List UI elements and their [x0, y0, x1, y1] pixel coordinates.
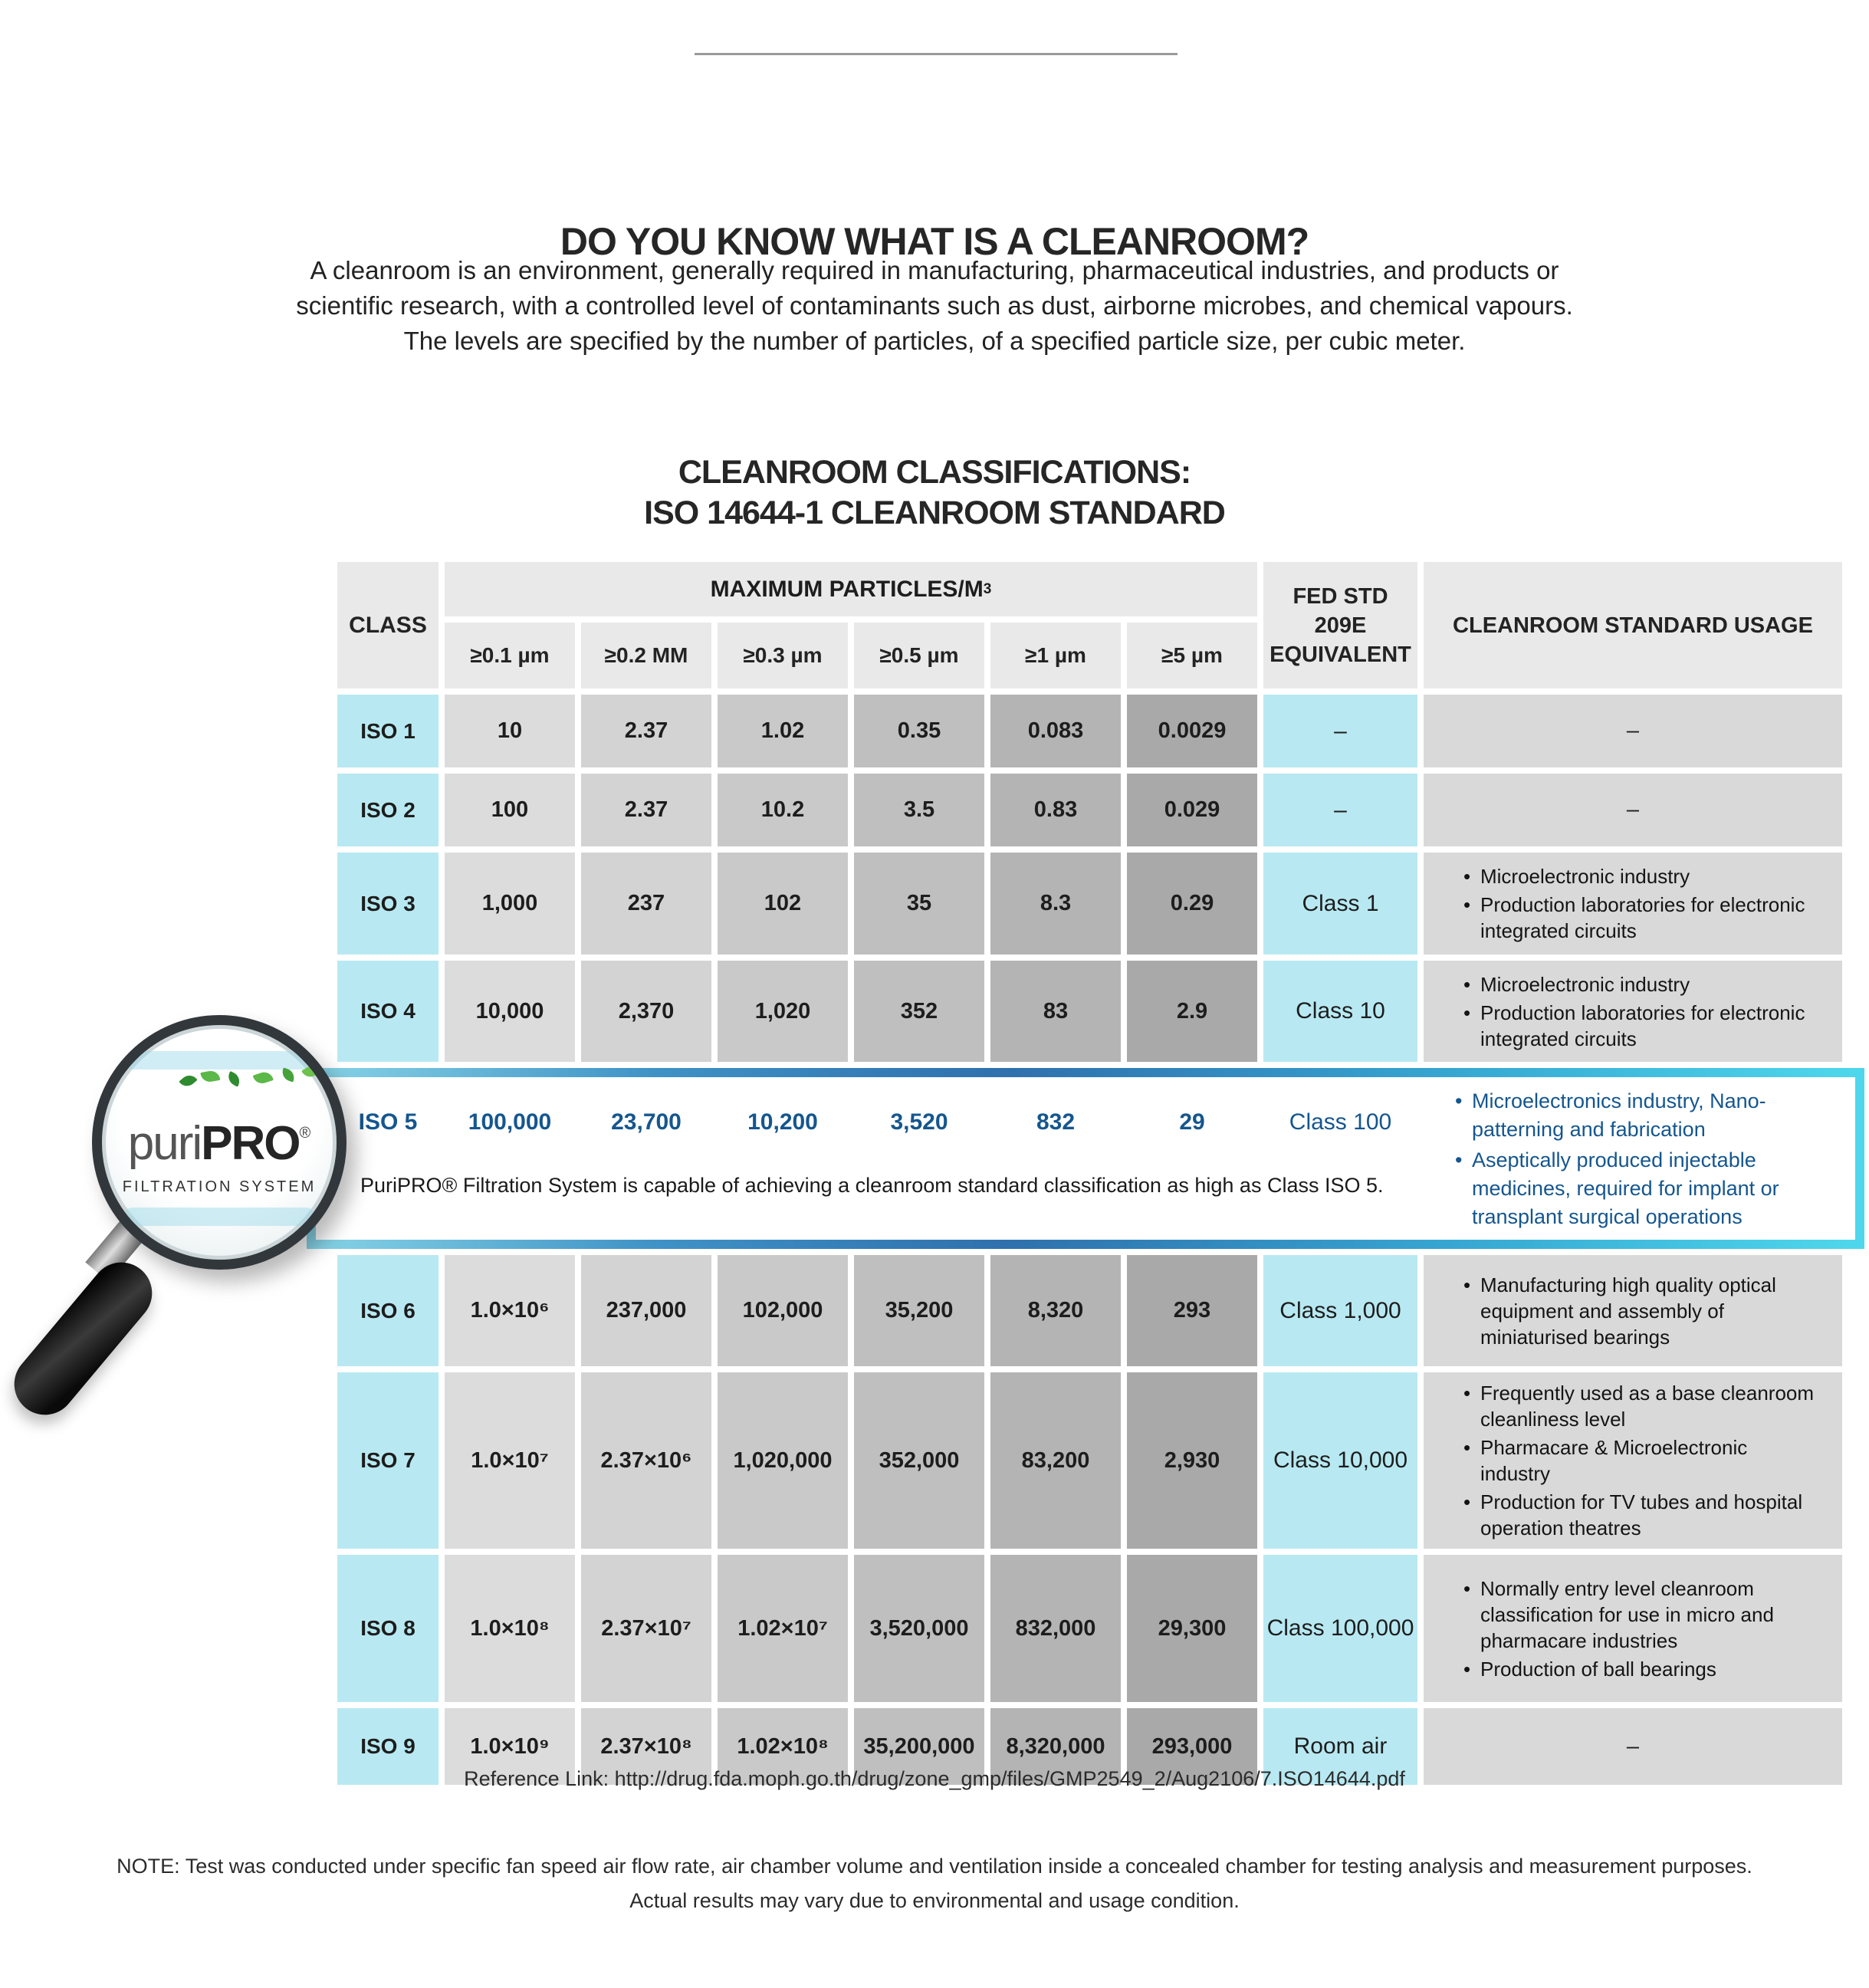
iso5-highlight-box	[307, 1068, 1864, 1249]
cell-class: ISO 2	[337, 774, 439, 846]
usage-bullet: • Frequently used as a base cleanroom cleanliness level	[1463, 1380, 1822, 1432]
iso5-remark: PuriPRO® Filtration System is capable of achieving a cleanroom standard classification as high as Class ISO 5.	[360, 1174, 1384, 1197]
cell-value: 10.2	[718, 774, 848, 846]
usage-list	[1424, 964, 1842, 1059]
cell-value: 0.29	[1127, 853, 1257, 955]
cell-usage: –	[1424, 695, 1842, 767]
cell-value: 35,200,000	[854, 1708, 984, 1785]
usage-bullet: • Production laboratories for electronic integrated circuits	[1463, 1000, 1822, 1052]
intro-line: A cleanroom is an environment, generally required in manufacturing, pharmaceutical industries, and products or	[310, 256, 1559, 284]
cell-value: 2.37×10⁷	[581, 1555, 711, 1702]
cell-class: ISO 4	[337, 961, 439, 1062]
cell-value: 832	[1036, 1109, 1076, 1135]
leaf-icon	[200, 1070, 220, 1083]
note-line: Actual results may vary due to environmental and usage condition.	[629, 1889, 1240, 1912]
cell-value: 102	[718, 853, 848, 955]
cell-value: 29,300	[1127, 1555, 1257, 1702]
note-line: NOTE: Test was conducted under specific fan speed air flow rate, air chamber volume and ventilation inside a concealed chamber for testing analysis and measurement purposes.	[117, 1855, 1752, 1878]
cell-class: ISO 8	[337, 1555, 439, 1702]
cell-value: 2.37	[581, 695, 711, 767]
cell-value: 1.02×10⁷	[718, 1555, 848, 1702]
cell-value: 35	[854, 853, 984, 955]
brand-lockup	[102, 1025, 337, 1260]
cell-value: 2.37×10⁶	[581, 1372, 711, 1549]
cell-value: 2.37	[581, 774, 711, 846]
cell-fed: Class 100	[1289, 1109, 1392, 1135]
magnifier-handle	[2, 1250, 164, 1427]
cell-value: 3,520	[890, 1109, 948, 1135]
section-title	[0, 452, 1869, 534]
reference-link: Reference Link: http://drug.fda.moph.go.th/drug/zone_gmp/files/GMP2549_2/Aug2106/7.ISO14644.pdf	[464, 1767, 1405, 1790]
magnifier-lens	[92, 1015, 347, 1270]
cell-fed: Class 1,000	[1263, 1255, 1417, 1366]
footer-note	[0, 1849, 1869, 1918]
cell-value: 832,000	[990, 1555, 1121, 1702]
cell-value: 100	[445, 774, 575, 846]
leaf-icon	[280, 1067, 297, 1082]
usage-list	[1424, 856, 1842, 951]
top-divider	[695, 53, 1178, 55]
cell-class: ISO 9	[337, 1708, 439, 1785]
usage-bullet: • Aseptically produced injectable medicines, required for implant or transplant surgical operations	[1455, 1146, 1843, 1231]
cell-value: 237,000	[581, 1255, 711, 1366]
cell-value: 0.0029	[1127, 695, 1257, 767]
cell-value: 8,320	[990, 1255, 1121, 1366]
cell-value: 0.083	[990, 695, 1121, 767]
cell-value: 1,020	[718, 961, 848, 1062]
cell-value: 1.02×10⁸	[718, 1708, 848, 1785]
table-header	[337, 562, 1842, 688]
brand-prefix: puri	[127, 1117, 202, 1170]
usage-bullet: • Microelectronic industry	[1463, 863, 1822, 889]
iso5-values-row	[316, 1083, 1426, 1162]
header-size-col: ≥5 µm	[1127, 623, 1257, 688]
page-title: DO YOU KNOW WHAT IS A CLEANROOM?	[560, 219, 1309, 263]
cell-value: 0.029	[1127, 774, 1257, 846]
leaf-icons	[176, 1070, 324, 1080]
cell-value: 352,000	[854, 1372, 984, 1549]
cell-usage	[1424, 1555, 1842, 1702]
cell-value: 3,520,000	[854, 1555, 984, 1702]
table-body	[337, 695, 1842, 1785]
cell-fed: –	[1263, 774, 1417, 846]
cell-fed: Class 10	[1263, 961, 1417, 1062]
cell-value: 23,700	[611, 1109, 682, 1135]
header-max-particles-sup: 3	[983, 580, 992, 597]
cell-usage	[1424, 853, 1842, 955]
cell-class: ISO 1	[337, 695, 439, 767]
usage-list	[1424, 1265, 1842, 1357]
cell-value: 1,020,000	[718, 1372, 848, 1549]
cell-value: 1.0×10⁸	[445, 1555, 575, 1702]
cell-value: 10,000	[445, 961, 575, 1062]
brand-name	[128, 1116, 311, 1171]
header-size-col: ≥0.1 µm	[445, 623, 575, 688]
cell-value: 293	[1127, 1255, 1257, 1366]
usage-bullet: • Microelectronics industry, Nano-patterning and fabrication	[1455, 1087, 1843, 1144]
cell-value: 0.83	[990, 774, 1121, 846]
leaf-icon	[179, 1072, 197, 1090]
header-max-particles-label: MAXIMUM PARTICLES/M	[710, 576, 984, 602]
cell-value: 102,000	[718, 1255, 848, 1366]
cell-value: 1.0×10⁷	[445, 1372, 575, 1549]
cell-value: 2.9	[1127, 961, 1257, 1062]
cell-usage	[1424, 1255, 1842, 1366]
header-usage: CLEANROOM STANDARD USAGE	[1424, 562, 1842, 688]
table-row	[337, 1255, 1842, 1366]
cell-class: ISO 5	[358, 1109, 418, 1135]
cell-value: 10	[445, 695, 575, 767]
magnifier-logo	[81, 1010, 357, 1455]
cell-value: 83,200	[990, 1372, 1121, 1549]
cell-class: ISO 7	[337, 1372, 439, 1549]
cell-value: 10,200	[747, 1109, 818, 1135]
header-max-particles	[445, 562, 1257, 616]
cell-value: 8.3	[990, 853, 1121, 955]
brand-suffix: PRO	[201, 1117, 300, 1170]
cell-usage: –	[1424, 774, 1842, 846]
cell-value: 1.02	[718, 695, 848, 767]
header-size-col: ≥0.5 µm	[854, 623, 984, 688]
usage-bullet: • Production laboratories for electronic integrated circuits	[1463, 892, 1822, 944]
usage-list	[1424, 1373, 1842, 1548]
cell-value: 100,000	[468, 1109, 552, 1135]
usage-bullet: • Manufacturing high quality optical equipment and assembly of miniaturised bearings	[1463, 1272, 1822, 1350]
header-subrow	[445, 623, 1257, 688]
section-title-line: CLEANROOM CLASSIFICATIONS:	[678, 454, 1191, 491]
header-particles-group	[445, 562, 1257, 688]
classification-table	[337, 562, 1842, 1791]
cell-value: 2,370	[581, 961, 711, 1062]
cell-fed: Class 100,000	[1263, 1555, 1417, 1702]
registered-mark: ®	[299, 1125, 311, 1142]
cell-fed: Class 1	[1263, 853, 1417, 955]
leaf-icon	[225, 1071, 242, 1087]
cell-value: 1,000	[445, 853, 575, 955]
table-row	[337, 774, 1842, 846]
cell-class: ISO 6	[337, 1255, 439, 1366]
cell-value: 2.37×10⁸	[581, 1708, 711, 1785]
cell-value: 352	[854, 961, 984, 1062]
header-size-col: ≥0.3 µm	[718, 623, 848, 688]
intro-line: The levels are specified by the number of particles, of a specified particle size, per cubic meter.	[403, 327, 1466, 355]
cell-usage	[1424, 961, 1842, 1062]
cell-usage	[1424, 1372, 1842, 1549]
usage-bullet: • Microelectronic industry	[1463, 971, 1822, 997]
cell-usage: –	[1424, 1708, 1842, 1785]
cell-value: 237	[581, 853, 711, 955]
header-fed-std: FED STD 209E EQUIVALENT	[1263, 562, 1417, 688]
usage-list	[1424, 1569, 1842, 1689]
cell-value: 35,200	[854, 1255, 984, 1366]
usage-bullet: • Normally entry level cleanroom classification for use in micro and pharmacare industries	[1463, 1576, 1822, 1654]
cell-value: 1.0×10⁶	[445, 1255, 575, 1366]
cell-class: ISO 3	[337, 853, 439, 955]
brand-subtitle: FILTRATION SYSTEM	[122, 1178, 317, 1195]
cell-value: 1.0×10⁹	[445, 1708, 575, 1785]
usage-bullet: • Production for TV tubes and hospital operation theatres	[1463, 1489, 1822, 1541]
cell-value: 293,000	[1127, 1708, 1257, 1785]
cell-usage	[1426, 1077, 1855, 1240]
table-row	[337, 1372, 1842, 1549]
cell-fed: –	[1263, 695, 1417, 767]
cell-fed: Room air	[1263, 1708, 1417, 1785]
cell-value: 83	[990, 961, 1121, 1062]
header-size-col: ≥1 µm	[990, 623, 1121, 688]
intro-paragraph	[0, 253, 1869, 359]
table-row	[337, 695, 1842, 767]
iso5-usage-list	[1435, 1087, 1851, 1231]
cell-value: 3.5	[854, 774, 984, 846]
table-row	[337, 1555, 1842, 1702]
cell-value: 29	[1179, 1109, 1205, 1135]
iso5-left	[316, 1077, 1426, 1240]
leaf-icon	[253, 1070, 274, 1086]
cell-value: 2,930	[1127, 1372, 1257, 1549]
leaf-icon	[301, 1062, 323, 1080]
header-size-col: ≥0.2 MM	[581, 623, 711, 688]
cell-fed: Class 10,000	[1263, 1372, 1417, 1549]
usage-bullet: • Pharmacare & Microelectronic industry	[1463, 1434, 1822, 1487]
section-title-line: ISO 14644-1 CLEANROOM STANDARD	[644, 495, 1225, 531]
cell-value: 0.35	[854, 695, 984, 767]
table-row	[337, 853, 1842, 955]
usage-bullet: • Production of ball bearings	[1463, 1656, 1822, 1682]
cell-value: 8,320,000	[990, 1708, 1121, 1785]
header-class: CLASS	[337, 562, 439, 688]
table-row	[337, 961, 1842, 1062]
intro-line: scientific research, with a controlled level of contaminants such as dust, airborne microbes, and chemical vapours.	[296, 291, 1573, 320]
